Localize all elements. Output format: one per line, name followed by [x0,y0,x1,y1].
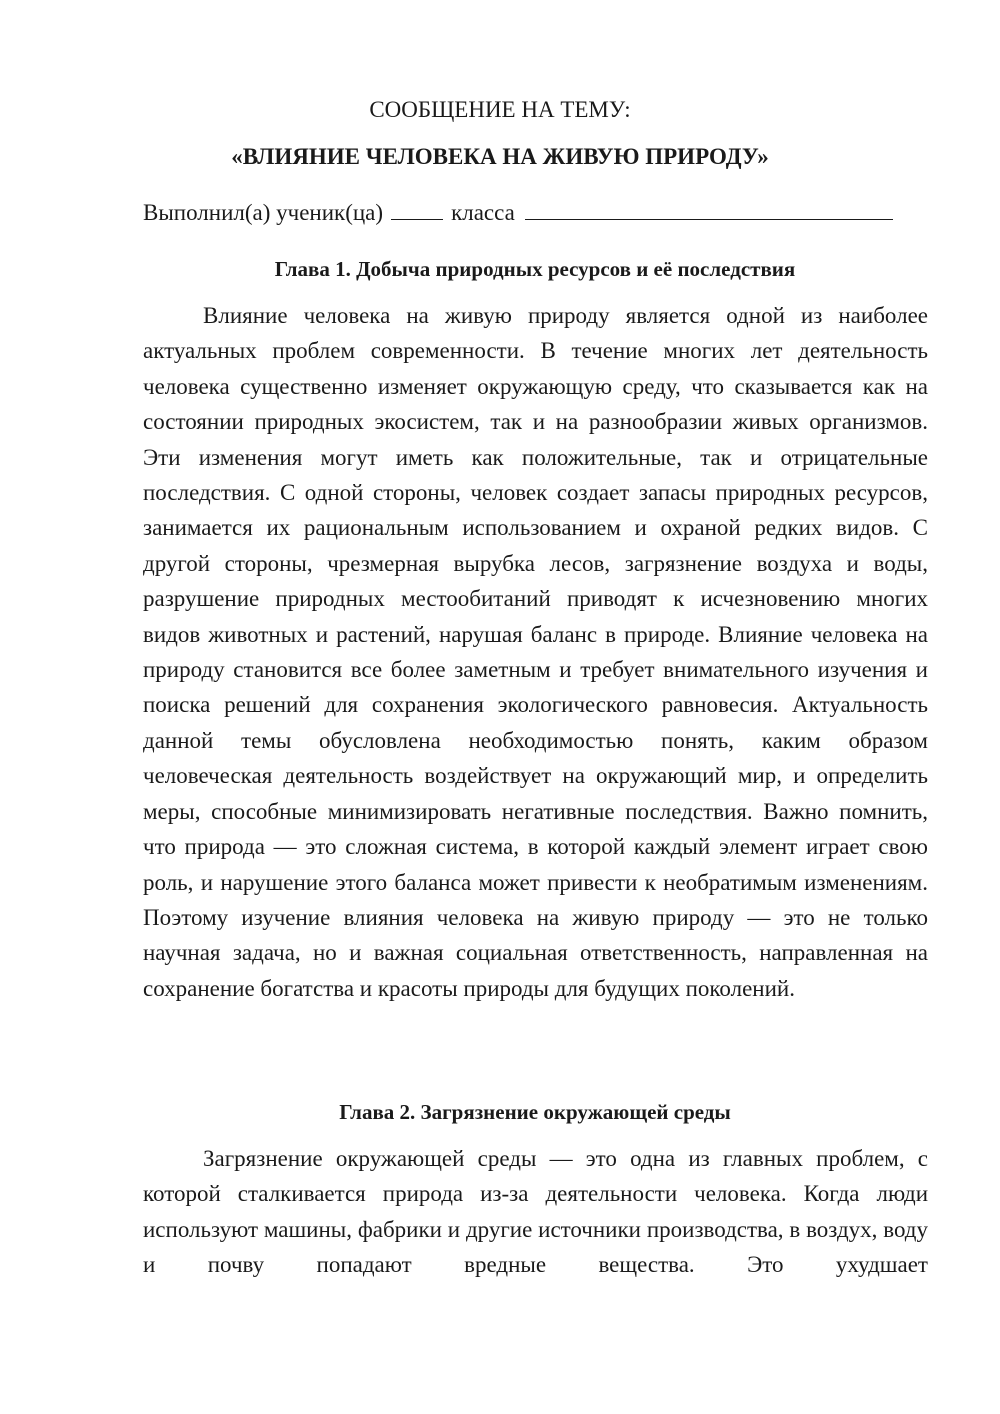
author-line [143,197,933,228]
chapter-2-heading: Глава 2. Загрязнение окружающей среды [339,1100,731,1124]
name-blank [525,197,893,220]
chapter-1-paragraph: Влияние человека на живую природу является одной из наиболее актуальных проблем современности. В течение многих лет деятельность человека существенно изменяет окружающую среду, что сказывается как на состоянии природных экосистем, так и на разнообразии живых организмов. Эти изменения могут иметь как положительные, так и отрицательные последствия. С одной стороны, человек создает запасы природных ресурсов, занимается их рациональным использованием и охраной редких видов. С другой стороны, чрезмерная вырубка лесов, загрязнение воздуха и воды, разрушение природных местообитаний приводят к исчезновению многих видов животных и растений, нарушая баланс в природе. Влияние человека на природу становится все более заметным и требует внимательного изучения и поиска решений для сохранения экологического равновесия. Актуальность данной темы обусловлена необходимостью понять, каким образом человеческая деятельность воздействует на окружающий мир, и определить меры, способные минимизировать негативные последствия. Важно помнить, что природа — это сложная система, в которой каждый элемент играет свою роль, и нарушение этого баланса может привести к необратимым изменениям. Поэтому изучение влияния человека на живую природу — это не только научная задача, но и важная социальная ответственность, направленная на сохранение богатства и красоты природы для будущих поколений. [143,303,928,1001]
grade-blank [391,197,443,220]
chapter-2-paragraph: Загрязнение окружающей среды — это одна из главных проблем, с которой сталкивается природа из-за деятельности человека. Когда люди используют машины, фабрики и другие источники производства, в воздух, воду и почву попадают вредные вещества. Это ухудшает [143,1146,928,1278]
chapter-1-heading: Глава 1. Добыча природных ресурсов и её последствия [274,257,796,281]
author-class-word: класса [451,200,515,225]
title-line-2: «ВЛИЯНИЕ ЧЕЛОВЕКА НА ЖИВУЮ ПРИРОДУ» [231,144,769,169]
author-prefix: Выполнил(а) ученик(ца) [143,200,384,225]
title-line-1: СООБЩЕНИЕ НА ТЕМУ: [369,97,631,122]
